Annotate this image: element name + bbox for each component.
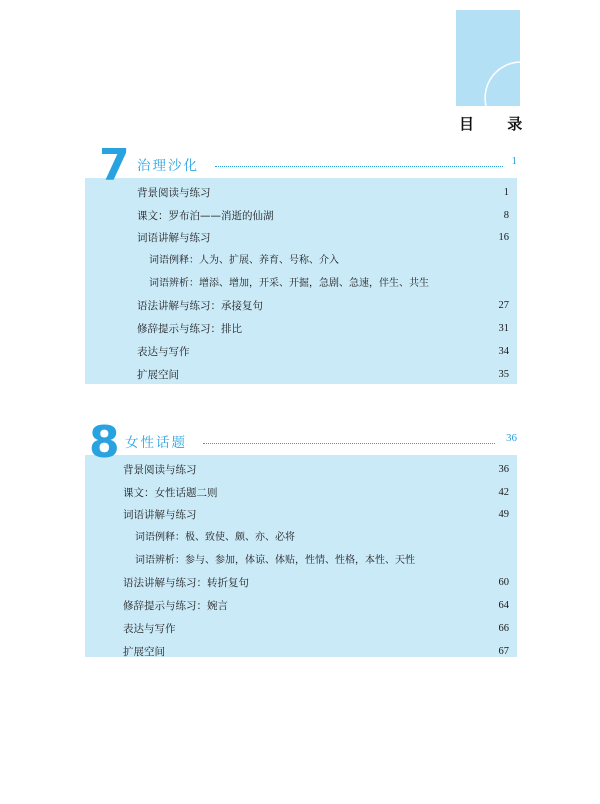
chapter-heading bbox=[85, 140, 517, 191]
chapter-entries bbox=[85, 455, 517, 657]
toc-entry-label: 课文：罗布泊——消逝的仙湖 bbox=[137, 209, 274, 222]
toc-entry[interactable] bbox=[85, 341, 517, 364]
toc-entry[interactable] bbox=[85, 572, 517, 595]
toc-entry-label: 背景阅读与练习 bbox=[123, 464, 197, 476]
toc-entry-page: 60 bbox=[498, 577, 509, 589]
toc-entry-page: 31 bbox=[498, 323, 509, 335]
toc-subentry bbox=[85, 550, 517, 573]
toc-entry-label: 表达与写作 bbox=[137, 345, 190, 358]
toc-entry[interactable] bbox=[85, 227, 517, 250]
toc-entry-page: 49 bbox=[498, 509, 509, 521]
toc-entry[interactable] bbox=[85, 482, 517, 505]
toc-entry-page: 1 bbox=[503, 187, 509, 198]
chapter-8 bbox=[85, 417, 517, 658]
toc-entry-page: 27 bbox=[498, 300, 509, 312]
toc-entry[interactable] bbox=[85, 318, 517, 341]
tab-arc-decoration bbox=[456, 10, 520, 106]
chapter-title[interactable]: 治理沙化 bbox=[137, 158, 199, 174]
toc-entry[interactable] bbox=[85, 205, 517, 228]
toc-subentry-label: 词语例释：极、致使、颇、亦、必将 bbox=[135, 532, 295, 544]
leader-dots bbox=[203, 443, 495, 444]
page-title: 目 录 bbox=[459, 115, 537, 133]
chapter-number: 7 bbox=[99, 140, 130, 191]
toc-entry[interactable] bbox=[85, 295, 517, 318]
toc-entry[interactable] bbox=[85, 364, 517, 387]
toc-entry-page: 42 bbox=[498, 486, 509, 498]
toc-subentry-label: 词语辨析：参与、参加，体谅、体贴，性情、性格，本性、天性 bbox=[135, 554, 415, 566]
toc-subentry bbox=[85, 250, 517, 273]
leader-dots bbox=[215, 166, 503, 167]
toc-entry-label: 词语讲解与练习 bbox=[123, 509, 197, 522]
toc-entry-page: 35 bbox=[498, 368, 509, 380]
toc-subentry-label: 词语辨析：增添、增加，开采、开掘，急剧、急速，伴生、共生 bbox=[149, 277, 429, 289]
toc-entry-label: 词语讲解与练习 bbox=[137, 232, 211, 245]
toc-entry[interactable] bbox=[85, 504, 517, 527]
toc-entry-label: 背景阅读与练习 bbox=[137, 187, 211, 199]
toc-entry[interactable] bbox=[85, 641, 517, 664]
toc-entry-label: 语法讲解与练习：转折复句 bbox=[123, 577, 249, 590]
toc-subentry bbox=[85, 273, 517, 296]
chapter-number: 8 bbox=[89, 417, 120, 468]
toc-entry-label: 表达与写作 bbox=[123, 622, 176, 635]
toc-entry[interactable] bbox=[85, 182, 517, 205]
chapter-heading bbox=[85, 417, 517, 468]
toc-entry[interactable] bbox=[85, 459, 517, 482]
toc-entry-page: 67 bbox=[498, 645, 509, 657]
chapter-title[interactable]: 女性话题 bbox=[125, 435, 187, 451]
toc-entry-label: 修辞提示与练习：婉言 bbox=[123, 600, 228, 613]
toc-subentry-label: 词语例释：人为、扩展、养育、号称、介入 bbox=[149, 255, 339, 267]
toc-subentry bbox=[85, 527, 517, 550]
toc-entry[interactable] bbox=[85, 595, 517, 618]
toc-entry-label: 扩展空间 bbox=[123, 645, 165, 658]
toc-entry-label: 扩展空间 bbox=[137, 368, 179, 381]
toc-entry-page: 8 bbox=[503, 209, 509, 221]
chapter-7 bbox=[85, 140, 517, 384]
toc-entry-label: 课文：女性话题二则 bbox=[123, 486, 218, 499]
toc-entry-page: 34 bbox=[498, 345, 509, 357]
toc-entry-label: 语法讲解与练习：承接复句 bbox=[137, 300, 263, 313]
toc-entry[interactable] bbox=[85, 618, 517, 641]
toc-entry-page: 64 bbox=[498, 600, 509, 612]
chapter-page: 36 bbox=[506, 432, 517, 444]
chapter-entries bbox=[85, 178, 517, 384]
toc-entry-page: 66 bbox=[498, 622, 509, 634]
toc-entry-label: 修辞提示与练习：排比 bbox=[137, 323, 242, 336]
chapter-page: 1 bbox=[511, 155, 517, 167]
toc-entry-page: 16 bbox=[498, 232, 509, 244]
toc-entry-page: 36 bbox=[498, 464, 509, 475]
corner-tab bbox=[456, 10, 520, 106]
